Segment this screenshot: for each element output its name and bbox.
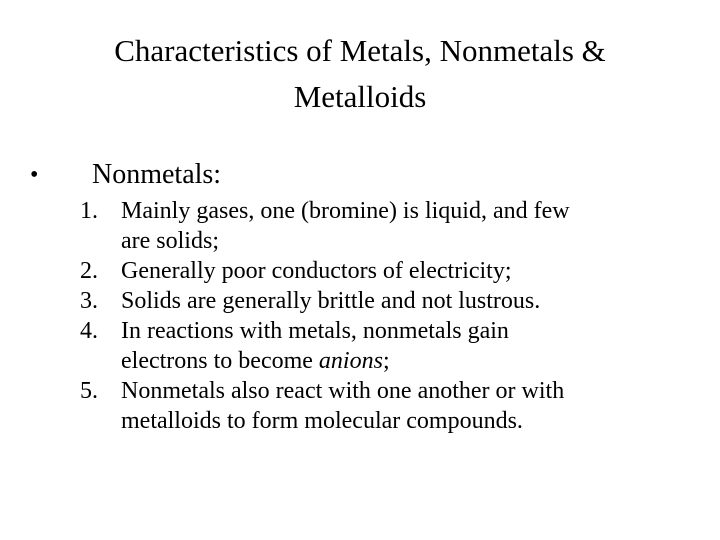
list-item-number: 2. <box>80 258 98 284</box>
bullet-label: Nonmetals: <box>92 159 222 190</box>
list-item-line: metalloids to form molecular compounds. <box>121 408 523 434</box>
list-item-text: Solids are generally brittle and not lustrous. <box>121 288 541 314</box>
slide-title <box>60 28 660 120</box>
list-item-number: 4. <box>80 318 98 344</box>
list-item-line <box>121 346 680 376</box>
list-item <box>80 196 680 256</box>
list-item-line: Mainly gases, one (bromine) is liquid, and few <box>121 198 570 224</box>
list-item <box>80 286 680 316</box>
list-item-line: In reactions with metals, nonmetals gain <box>121 318 509 344</box>
list-item-number: 5. <box>80 378 98 404</box>
slide-title-line-2: Metalloids <box>293 79 427 114</box>
list-item-text <box>121 316 680 376</box>
list-item-number: 3. <box>80 288 98 314</box>
list-item-line-text: electrons to become <box>121 348 319 374</box>
list-item-text <box>121 376 680 436</box>
list-item <box>80 376 680 436</box>
list-item-line: Nonmetals also react with one another or with <box>121 378 565 404</box>
numbered-list <box>80 196 680 436</box>
list-item <box>80 316 680 376</box>
list-item-number: 1. <box>80 198 98 224</box>
list-item <box>80 256 680 286</box>
emphasized-term: anions <box>318 348 383 374</box>
list-item-text <box>121 196 680 256</box>
slide-title-line-1: Characteristics of Metals, Nonmetals & <box>114 33 606 68</box>
list-item-line-punctuation: ; <box>382 348 390 374</box>
bullet-icon: • <box>30 162 39 188</box>
list-item-line: are solids; <box>121 228 219 254</box>
list-item-text: Generally poor conductors of electricity; <box>121 258 512 284</box>
